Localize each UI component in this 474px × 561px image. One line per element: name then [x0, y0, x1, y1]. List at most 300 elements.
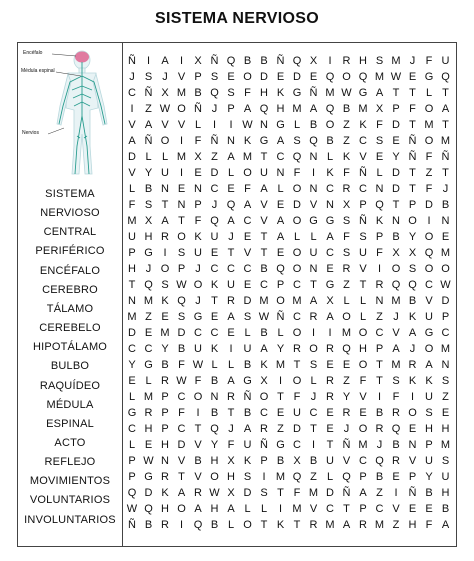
grid-cell[interactable]: M: [292, 503, 302, 515]
grid-cell[interactable]: Ñ: [408, 151, 417, 163]
grid-cell[interactable]: Ñ: [128, 55, 136, 67]
grid-cell[interactable]: O: [210, 471, 219, 483]
grid-cell[interactable]: Q: [408, 279, 417, 291]
grid-cell[interactable]: N: [128, 295, 136, 307]
grid-cell[interactable]: H: [359, 343, 367, 355]
grid-cell[interactable]: B: [194, 455, 202, 467]
grid-cell[interactable]: Q: [292, 55, 302, 67]
grid-cell[interactable]: E: [326, 423, 334, 435]
grid-cell[interactable]: Q: [276, 263, 285, 275]
grid-cell[interactable]: E: [441, 231, 450, 243]
grid-cell[interactable]: D: [177, 327, 186, 339]
grid-cell[interactable]: I: [179, 55, 184, 67]
grid-cell[interactable]: P: [260, 455, 268, 467]
grid-cell[interactable]: R: [194, 487, 202, 499]
grid-cell[interactable]: A: [144, 119, 153, 131]
grid-cell[interactable]: E: [177, 183, 186, 195]
grid-cell[interactable]: G: [144, 359, 153, 371]
grid-cell[interactable]: T: [442, 87, 449, 99]
grid-cell[interactable]: K: [276, 519, 285, 531]
grid-cell[interactable]: O: [259, 391, 269, 403]
grid-cell[interactable]: Y: [425, 471, 433, 483]
grid-cell[interactable]: D: [392, 183, 400, 195]
grid-cell[interactable]: G: [127, 407, 137, 419]
grid-cell[interactable]: L: [227, 359, 235, 371]
grid-cell[interactable]: W: [242, 119, 253, 131]
grid-cell[interactable]: F: [376, 119, 383, 131]
grid-cell[interactable]: S: [375, 135, 384, 147]
grid-cell[interactable]: P: [375, 231, 384, 243]
grid-cell[interactable]: S: [227, 87, 235, 99]
grid-cell[interactable]: Ñ: [194, 103, 202, 115]
grid-cell[interactable]: Q: [292, 151, 302, 163]
grid-cell[interactable]: M: [391, 295, 401, 307]
grid-cell[interactable]: L: [128, 439, 136, 451]
grid-cell[interactable]: J: [195, 295, 201, 307]
grid-cell[interactable]: G: [276, 439, 285, 451]
grid-cell[interactable]: K: [260, 359, 268, 371]
grid-cell[interactable]: B: [309, 119, 318, 131]
grid-cell[interactable]: O: [358, 359, 368, 371]
grid-cell[interactable]: U: [326, 455, 334, 467]
grid-cell[interactable]: F: [392, 391, 400, 403]
grid-cell[interactable]: U: [425, 455, 433, 467]
grid-cell[interactable]: Ñ: [359, 215, 367, 227]
grid-cell[interactable]: M: [275, 359, 286, 371]
grid-cell[interactable]: T: [277, 487, 284, 499]
grid-cell[interactable]: U: [359, 247, 367, 259]
grid-cell[interactable]: V: [392, 503, 400, 515]
grid-cell[interactable]: I: [179, 519, 184, 531]
grid-cell[interactable]: V: [161, 119, 169, 131]
grid-cell[interactable]: L: [293, 231, 301, 243]
grid-cell[interactable]: Q: [391, 279, 401, 291]
grid-cell[interactable]: O: [391, 263, 401, 275]
grid-cell[interactable]: D: [243, 295, 252, 307]
grid-cell[interactable]: T: [343, 503, 350, 515]
grid-cell[interactable]: R: [161, 471, 169, 483]
grid-cell[interactable]: E: [227, 183, 235, 195]
grid-cell[interactable]: L: [277, 327, 284, 339]
grid-cell[interactable]: C: [194, 327, 202, 339]
grid-cell[interactable]: A: [441, 103, 450, 115]
grid-cell[interactable]: S: [342, 215, 351, 227]
grid-cell[interactable]: Q: [309, 135, 318, 147]
grid-cell[interactable]: E: [210, 311, 219, 323]
grid-cell[interactable]: T: [194, 423, 202, 435]
grid-cell[interactable]: Ñ: [441, 151, 450, 163]
grid-cell[interactable]: S: [375, 55, 384, 67]
grid-cell[interactable]: D: [144, 487, 153, 499]
grid-cell[interactable]: E: [144, 327, 153, 339]
grid-cell[interactable]: K: [408, 375, 417, 387]
grid-cell[interactable]: O: [292, 263, 302, 275]
grid-cell[interactable]: R: [408, 359, 417, 371]
grid-cell[interactable]: N: [177, 199, 186, 211]
grid-cell[interactable]: B: [326, 135, 334, 147]
grid-cell[interactable]: S: [293, 135, 301, 147]
grid-cell[interactable]: O: [193, 279, 203, 291]
grid-cell[interactable]: E: [326, 263, 334, 275]
grid-cell[interactable]: T: [359, 279, 367, 291]
grid-cell[interactable]: A: [326, 311, 334, 323]
grid-cell[interactable]: Ñ: [342, 487, 351, 499]
grid-cell[interactable]: K: [210, 343, 219, 355]
grid-cell[interactable]: P: [128, 455, 136, 467]
grid-cell[interactable]: B: [243, 55, 252, 67]
grid-cell[interactable]: W: [176, 375, 187, 387]
grid-cell[interactable]: H: [425, 423, 433, 435]
grid-cell[interactable]: M: [358, 439, 368, 451]
grid-cell[interactable]: K: [359, 119, 367, 131]
grid-cell[interactable]: K: [161, 295, 169, 307]
grid-cell[interactable]: T: [409, 87, 416, 99]
grid-cell[interactable]: P: [375, 343, 384, 355]
grid-cell[interactable]: H: [359, 55, 367, 67]
grid-cell[interactable]: J: [409, 343, 416, 355]
grid-cell[interactable]: P: [227, 103, 235, 115]
grid-cell[interactable]: S: [342, 247, 351, 259]
grid-cell[interactable]: B: [210, 519, 219, 531]
grid-cell[interactable]: H: [260, 87, 268, 99]
grid-cell[interactable]: T: [260, 231, 268, 243]
grid-cell[interactable]: E: [408, 503, 417, 515]
grid-cell[interactable]: C: [210, 263, 219, 275]
grid-cell[interactable]: U: [425, 391, 433, 403]
grid-cell[interactable]: E: [243, 279, 252, 291]
grid-cell[interactable]: H: [227, 471, 235, 483]
grid-cell[interactable]: Q: [193, 519, 203, 531]
grid-cell[interactable]: L: [244, 327, 251, 339]
grid-cell[interactable]: C: [326, 183, 334, 195]
grid-cell[interactable]: C: [293, 311, 301, 323]
grid-cell[interactable]: T: [227, 247, 235, 259]
grid-cell[interactable]: B: [425, 487, 433, 499]
grid-cell[interactable]: R: [342, 407, 351, 419]
grid-cell[interactable]: C: [441, 327, 450, 339]
grid-cell[interactable]: T: [310, 423, 317, 435]
grid-cell[interactable]: Q: [210, 423, 219, 435]
grid-cell[interactable]: P: [425, 439, 433, 451]
grid-cell[interactable]: A: [359, 487, 367, 499]
grid-cell[interactable]: C: [375, 503, 384, 515]
grid-cell[interactable]: S: [144, 199, 153, 211]
grid-cell[interactable]: S: [392, 375, 400, 387]
grid-cell[interactable]: L: [293, 119, 301, 131]
grid-cell[interactable]: U: [210, 231, 219, 243]
grid-cell[interactable]: J: [228, 231, 234, 243]
grid-cell[interactable]: T: [293, 519, 301, 531]
grid-cell[interactable]: Y: [161, 343, 169, 355]
grid-cell[interactable]: H: [441, 423, 450, 435]
grid-cell[interactable]: U: [309, 247, 318, 259]
grid-cell[interactable]: L: [227, 167, 235, 179]
grid-cell[interactable]: T: [409, 167, 416, 179]
grid-cell[interactable]: V: [408, 455, 417, 467]
grid-cell[interactable]: B: [210, 407, 219, 419]
grid-cell[interactable]: M: [127, 215, 137, 227]
grid-cell[interactable]: E: [161, 311, 169, 323]
grid-cell[interactable]: C: [210, 327, 219, 339]
grid-cell[interactable]: Y: [276, 343, 285, 355]
grid-cell[interactable]: W: [176, 279, 187, 291]
grid-cell[interactable]: I: [311, 167, 316, 179]
grid-cell[interactable]: A: [441, 519, 450, 531]
grid-cell[interactable]: O: [424, 343, 434, 355]
grid-cell[interactable]: C: [276, 151, 285, 163]
grid-cell[interactable]: V: [342, 455, 351, 467]
grid-cell[interactable]: Q: [375, 199, 384, 211]
grid-cell[interactable]: O: [424, 103, 434, 115]
grid-cell[interactable]: C: [177, 391, 186, 403]
grid-cell[interactable]: R: [326, 391, 334, 403]
grid-cell[interactable]: E: [276, 71, 285, 83]
grid-cell[interactable]: O: [342, 71, 351, 83]
grid-cell[interactable]: Z: [145, 103, 152, 115]
grid-cell[interactable]: S: [441, 455, 450, 467]
grid-cell[interactable]: A: [276, 135, 285, 147]
grid-cell[interactable]: W: [341, 87, 352, 99]
grid-cell[interactable]: Q: [144, 503, 153, 515]
grid-cell[interactable]: L: [310, 231, 317, 243]
grid-cell[interactable]: O: [243, 167, 252, 179]
grid-cell[interactable]: V: [359, 151, 367, 163]
grid-cell[interactable]: E: [227, 327, 235, 339]
grid-cell[interactable]: G: [259, 135, 269, 147]
grid-cell[interactable]: A: [309, 295, 318, 307]
grid-cell[interactable]: I: [212, 119, 217, 131]
grid-cell[interactable]: J: [310, 391, 317, 403]
grid-cell[interactable]: F: [343, 167, 350, 179]
grid-cell[interactable]: R: [342, 183, 351, 195]
grid-cell[interactable]: O: [276, 295, 285, 307]
grid-cell[interactable]: L: [343, 295, 350, 307]
grid-cell[interactable]: Ñ: [210, 135, 219, 147]
grid-cell[interactable]: M: [440, 343, 451, 355]
grid-cell[interactable]: M: [308, 487, 319, 499]
grid-cell[interactable]: P: [359, 503, 367, 515]
grid-cell[interactable]: E: [144, 439, 153, 451]
grid-cell[interactable]: Q: [342, 343, 351, 355]
grid-cell[interactable]: U: [243, 439, 252, 451]
grid-cell[interactable]: A: [227, 375, 235, 387]
grid-cell[interactable]: Z: [277, 423, 284, 435]
grid-cell[interactable]: K: [342, 151, 351, 163]
grid-cell[interactable]: H: [161, 503, 169, 515]
grid-cell[interactable]: Q: [375, 455, 384, 467]
grid-cell[interactable]: E: [441, 407, 450, 419]
grid-cell[interactable]: D: [210, 167, 219, 179]
grid-cell[interactable]: D: [293, 71, 301, 83]
grid-cell[interactable]: O: [325, 119, 335, 131]
grid-cell[interactable]: E: [425, 503, 433, 515]
grid-cell[interactable]: Z: [343, 119, 350, 131]
grid-cell[interactable]: F: [244, 87, 251, 99]
grid-cell[interactable]: S: [177, 311, 186, 323]
grid-cell[interactable]: T: [392, 199, 400, 211]
grid-cell[interactable]: K: [425, 375, 433, 387]
grid-cell[interactable]: X: [194, 55, 202, 67]
grid-cell[interactable]: R: [375, 279, 384, 291]
grid-cell[interactable]: F: [425, 183, 433, 195]
grid-cell[interactable]: G: [243, 375, 252, 387]
grid-cell[interactable]: C: [144, 343, 153, 355]
grid-cell[interactable]: W: [258, 311, 270, 323]
grid-cell[interactable]: N: [375, 183, 384, 195]
grid-cell[interactable]: Z: [211, 151, 218, 163]
grid-cell[interactable]: P: [128, 471, 136, 483]
grid-cell[interactable]: C: [177, 423, 186, 435]
grid-cell[interactable]: W: [390, 71, 402, 83]
grid-cell[interactable]: O: [424, 231, 434, 243]
grid-cell[interactable]: T: [161, 199, 169, 211]
grid-cell[interactable]: L: [310, 375, 317, 387]
grid-cell[interactable]: Q: [325, 103, 335, 115]
grid-cell[interactable]: V: [177, 119, 186, 131]
grid-cell[interactable]: X: [293, 455, 301, 467]
grid-cell[interactable]: R: [309, 519, 318, 531]
grid-cell[interactable]: V: [359, 391, 367, 403]
grid-cell[interactable]: A: [177, 487, 186, 499]
grid-cell[interactable]: B: [342, 103, 351, 115]
grid-cell[interactable]: I: [196, 407, 200, 419]
grid-cell[interactable]: R: [227, 295, 235, 307]
grid-cell[interactable]: O: [309, 343, 318, 355]
grid-cell[interactable]: Ñ: [243, 391, 252, 403]
grid-cell[interactable]: Y: [144, 167, 153, 179]
grid-cell[interactable]: F: [425, 55, 433, 67]
grid-cell[interactable]: N: [326, 199, 334, 211]
grid-cell[interactable]: J: [129, 71, 135, 83]
grid-cell[interactable]: G: [193, 311, 203, 323]
grid-cell[interactable]: D: [128, 151, 136, 163]
grid-cell[interactable]: F: [409, 103, 416, 115]
grid-cell[interactable]: X: [227, 455, 235, 467]
grid-cell[interactable]: Q: [177, 295, 186, 307]
grid-cell[interactable]: V: [194, 471, 202, 483]
grid-cell[interactable]: Q: [325, 71, 335, 83]
grid-cell[interactable]: N: [260, 119, 268, 131]
grid-cell[interactable]: Y: [408, 231, 417, 243]
grid-cell[interactable]: D: [260, 71, 268, 83]
grid-cell[interactable]: E: [408, 423, 417, 435]
grid-cell[interactable]: L: [425, 87, 433, 99]
grid-cell[interactable]: E: [392, 135, 400, 147]
grid-cell[interactable]: T: [211, 295, 218, 307]
grid-cell[interactable]: Z: [343, 135, 350, 147]
grid-cell[interactable]: P: [359, 199, 367, 211]
grid-cell[interactable]: T: [392, 87, 400, 99]
grid-cell[interactable]: X: [375, 103, 384, 115]
grid-cell[interactable]: X: [161, 87, 169, 99]
grid-cell[interactable]: R: [309, 311, 318, 323]
grid-cell[interactable]: L: [359, 311, 367, 323]
grid-cell[interactable]: L: [145, 375, 152, 387]
grid-cell[interactable]: G: [144, 471, 153, 483]
grid-cell[interactable]: J: [211, 199, 218, 211]
grid-cell[interactable]: H: [441, 487, 450, 499]
grid-cell[interactable]: J: [343, 423, 350, 435]
grid-cell[interactable]: M: [391, 359, 401, 371]
grid-cell[interactable]: O: [424, 263, 434, 275]
grid-cell[interactable]: H: [210, 503, 219, 515]
grid-cell[interactable]: D: [392, 119, 400, 131]
grid-cell[interactable]: A: [276, 231, 285, 243]
grid-cell[interactable]: N: [441, 215, 450, 227]
grid-cell[interactable]: R: [260, 423, 268, 435]
grid-cell[interactable]: C: [260, 279, 268, 291]
grid-cell[interactable]: V: [260, 215, 268, 227]
grid-cell[interactable]: L: [128, 183, 136, 195]
grid-cell[interactable]: E: [276, 199, 285, 211]
grid-cell[interactable]: S: [210, 71, 219, 83]
grid-cell[interactable]: A: [392, 343, 400, 355]
grid-cell[interactable]: C: [425, 279, 433, 291]
grid-cell[interactable]: N: [309, 151, 318, 163]
grid-cell[interactable]: V: [309, 503, 318, 515]
grid-cell[interactable]: B: [210, 375, 219, 387]
grid-cell[interactable]: O: [177, 231, 186, 243]
grid-cell[interactable]: T: [442, 119, 449, 131]
grid-cell[interactable]: O: [408, 407, 417, 419]
grid-cell[interactable]: O: [160, 263, 170, 275]
grid-cell[interactable]: M: [325, 87, 335, 99]
grid-cell[interactable]: Q: [210, 215, 219, 227]
grid-cell[interactable]: M: [143, 295, 154, 307]
grid-cell[interactable]: U: [128, 231, 136, 243]
grid-cell[interactable]: A: [161, 55, 169, 67]
grid-cell[interactable]: R: [161, 231, 169, 243]
grid-cell[interactable]: A: [194, 503, 202, 515]
grid-cell[interactable]: Ñ: [309, 87, 318, 99]
grid-cell[interactable]: K: [194, 231, 202, 243]
grid-cell[interactable]: I: [328, 55, 332, 67]
grid-cell[interactable]: O: [342, 311, 351, 323]
grid-cell[interactable]: T: [227, 407, 235, 419]
grid-cell[interactable]: T: [409, 183, 416, 195]
grid-cell[interactable]: A: [260, 183, 268, 195]
grid-cell[interactable]: X: [144, 215, 153, 227]
grid-cell[interactable]: F: [194, 215, 202, 227]
grid-cell[interactable]: M: [275, 471, 286, 483]
grid-cell[interactable]: N: [161, 455, 169, 467]
grid-cell[interactable]: B: [276, 455, 285, 467]
grid-cell[interactable]: O: [358, 423, 368, 435]
grid-cell[interactable]: V: [128, 167, 136, 179]
grid-cell[interactable]: D: [177, 439, 186, 451]
grid-cell[interactable]: Z: [376, 487, 383, 499]
grid-cell[interactable]: O: [160, 135, 170, 147]
grid-cell[interactable]: B: [144, 183, 153, 195]
grid-cell[interactable]: G: [292, 87, 302, 99]
grid-cell[interactable]: M: [242, 151, 253, 163]
grid-cell[interactable]: B: [144, 519, 153, 531]
grid-cell[interactable]: A: [408, 327, 417, 339]
grid-cell[interactable]: U: [227, 279, 235, 291]
grid-cell[interactable]: E: [392, 471, 400, 483]
grid-cell[interactable]: G: [358, 87, 368, 99]
grid-cell[interactable]: M: [374, 519, 385, 531]
grid-cell[interactable]: I: [311, 439, 316, 451]
grid-cell[interactable]: L: [359, 295, 367, 307]
grid-cell[interactable]: Q: [342, 471, 351, 483]
grid-cell[interactable]: P: [408, 471, 417, 483]
grid-cell[interactable]: Z: [310, 471, 317, 483]
grid-cell[interactable]: F: [194, 375, 202, 387]
grid-cell[interactable]: F: [359, 375, 367, 387]
grid-cell[interactable]: V: [128, 119, 136, 131]
grid-cell[interactable]: E: [227, 71, 235, 83]
